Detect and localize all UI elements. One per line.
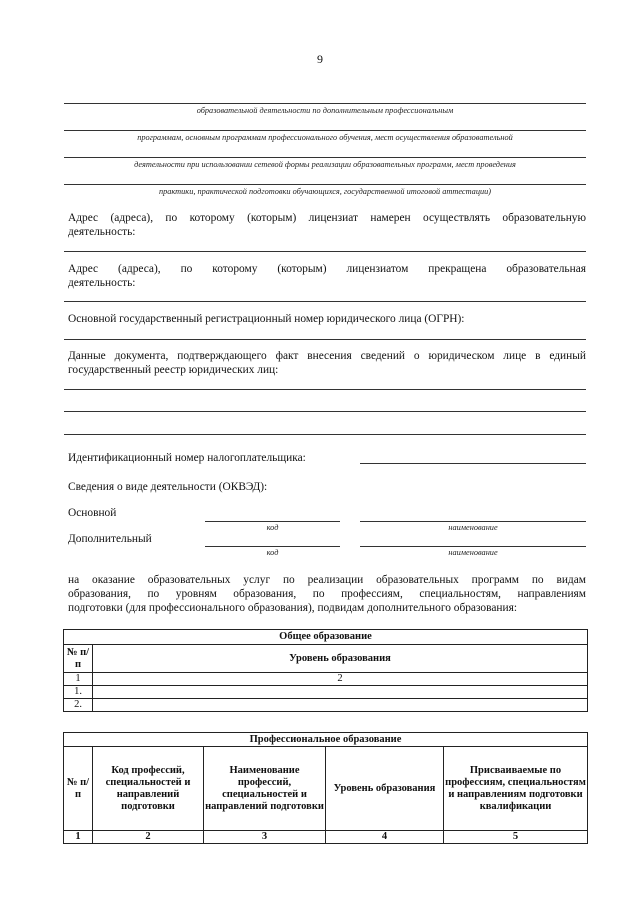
general-education-table — [63, 629, 588, 712]
okved-additional-label: Дополнительный — [68, 533, 152, 545]
prof-col-level: Уровень образования — [326, 747, 444, 831]
general-table-title: Общее образование — [64, 630, 588, 645]
address-intended-label: Адрес (адреса), по которому (которым) лицензиат намерен осуществлять образовательную — [68, 212, 586, 224]
okved-main-name-caption: наименование — [448, 523, 498, 532]
services-text-line-2: образования, по уровням образования, по профессиям, специальностям, направлениям — [68, 588, 586, 600]
header-caption-3: деятельности при использовании сетевой формы реализации образовательных программ, мест проведения — [134, 160, 516, 169]
general-col-level: Уровень образования — [93, 645, 588, 673]
prof-colnum-1: 1 — [64, 831, 93, 844]
header-caption-1: образовательной деятельности по дополнительным профессиональным — [196, 106, 454, 115]
egrul-line-1[interactable] — [64, 389, 586, 390]
okved-main-name-line[interactable] — [360, 521, 586, 522]
egrul-line-2[interactable] — [64, 411, 586, 412]
address-stopped-line[interactable] — [64, 301, 586, 302]
prof-col-name: Наименование профессий, специальностей и направлений подготовки — [204, 747, 326, 831]
general-colnum-2: 2 — [93, 673, 588, 686]
prof-colnum-5: 5 — [444, 831, 588, 844]
inn-line[interactable] — [360, 463, 586, 464]
professional-education-table — [63, 732, 588, 844]
egrul-label: Данные документа, подтверждающего факт внесения сведений о юридическом лице в единый — [68, 350, 586, 362]
general-colnum-1: 1 — [64, 673, 93, 686]
address-stopped-label-cont: деятельность: — [68, 277, 136, 289]
prof-col-no: № п/п — [64, 747, 93, 831]
prof-col-code: Код профессий, специальностей и направлений подготовки — [93, 747, 204, 831]
general-row-1-level[interactable] — [93, 686, 588, 699]
inn-label: Идентификационный номер налогоплательщика: — [68, 452, 306, 464]
header-line-4 — [64, 184, 586, 185]
services-text-line-3: подготовки (для профессионального образования), подвидам дополнительного образования: — [68, 602, 517, 614]
prof-table-title: Профессиональное образование — [64, 733, 588, 747]
general-row-2-num: 2. — [64, 699, 93, 712]
okved-main-code-caption: код — [266, 523, 279, 532]
okved-main-label: Основной — [68, 507, 117, 519]
okved-additional-code-caption: код — [266, 548, 279, 557]
header-line-1 — [64, 103, 586, 104]
prof-colnum-2: 2 — [93, 831, 204, 844]
prof-col-qualification: Присваиваемые по профессиям, специальностям и направлениям подготовки квалификации — [444, 747, 588, 831]
ogrn-line[interactable] — [64, 339, 586, 340]
okved-additional-name-line[interactable] — [360, 546, 586, 547]
address-intended-line[interactable] — [64, 251, 586, 252]
okved-additional-name-caption: наименование — [448, 548, 498, 557]
okved-label: Сведения о виде деятельности (ОКВЭД): — [68, 481, 268, 493]
prof-colnum-3: 3 — [204, 831, 326, 844]
general-col-no: № п/п — [64, 645, 93, 673]
page-number: 9 — [317, 52, 323, 66]
okved-additional-code-line[interactable] — [205, 546, 340, 547]
address-intended-label-cont: деятельность: — [68, 226, 136, 238]
services-text-line-1: на оказание образовательных услуг по реализации образовательных программ по видам — [68, 574, 586, 586]
header-caption-2: программам, основным программам профессионального обучения, мест осуществления образовательной — [137, 133, 513, 142]
header-caption-4: практики, практической подготовки обучающихся, государственной итоговой аттестации) — [158, 187, 492, 196]
address-stopped-label: Адрес (адреса), по которому (которым) лицензиатом прекращена образовательная — [68, 263, 586, 275]
header-line-3 — [64, 157, 586, 158]
ogrn-label: Основной государственный регистрационный номер юридического лица (ОГРН): — [68, 313, 465, 325]
prof-colnum-4: 4 — [326, 831, 444, 844]
egrul-label-cont: государственный реестр юридических лиц: — [68, 364, 279, 376]
egrul-line-3[interactable] — [64, 434, 586, 435]
header-line-2 — [64, 130, 586, 131]
general-row-2-level[interactable] — [93, 699, 588, 712]
general-row-1-num: 1. — [64, 686, 93, 699]
okved-main-code-line[interactable] — [205, 521, 340, 522]
